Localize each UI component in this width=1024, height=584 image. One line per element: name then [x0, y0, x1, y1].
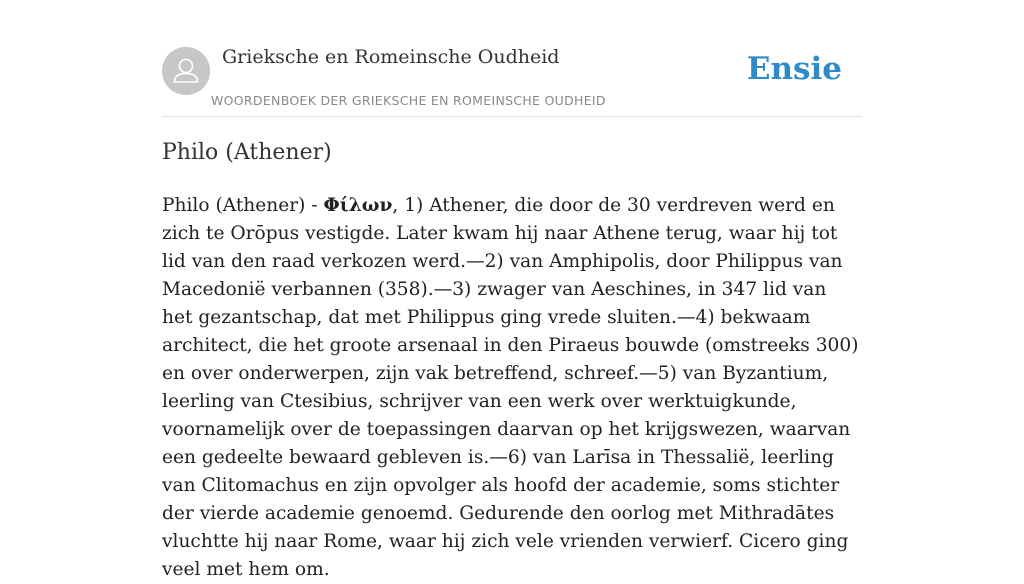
site-subtitle: WOORDENBOEK DER GRIEKSCHE EN ROMEINSCHE OUDHEID	[211, 93, 606, 108]
site-title[interactable]: Grieksche en Romeinsche Oudheid	[222, 46, 560, 68]
user-icon	[162, 47, 210, 95]
article-text: , 1) Athener, die door de 30 verdreven werd en zich te Orōpus vestigde. Later kwam hij naar Athene terug, waar hij tot lid van den raad verkozen werd.—2) van Amphipolis, door Philippus van Macedonië verbannen (358).—3) zwager van Aeschines, in 347 lid van het gezantschap, dat met Philippus ging vrede sluiten.—4) bekwaam architect, die het groote arsenaal in den Piraeus bouwde (omstreeks 300) en over onderwerpen, zijn vak betreffend, schreef.—5) van Byzantium, leerling van Ctesibius, schrijver van een werk over werktuigkunde, voornamelijk over de toepassingen daarvan op het krijgswezen, waarvan een gedeelte bewaard gebleven is.—6) van Larīsa in Thessalië, leerling van Clitomachus en zijn opvolger als hoofd der academie, soms stichter der vierde academie genoemd. Gedurende den oorlog met Mithradātes vluchtte hij naar Rome, waar hij zich vele vrienden verwierf. Cicero ging veel met hem om.	[162, 195, 859, 580]
user-avatar-icon[interactable]	[162, 47, 210, 95]
article-body	[162, 192, 862, 584]
article-term: Philo (Athener)	[162, 195, 306, 216]
page-title: Philo (Athener)	[162, 140, 332, 165]
term-separator: -	[305, 195, 324, 216]
site-header	[162, 46, 862, 117]
greek-term: Φίλων	[323, 195, 393, 216]
ensie-logo-link[interactable]: Ensie	[746, 51, 842, 87]
